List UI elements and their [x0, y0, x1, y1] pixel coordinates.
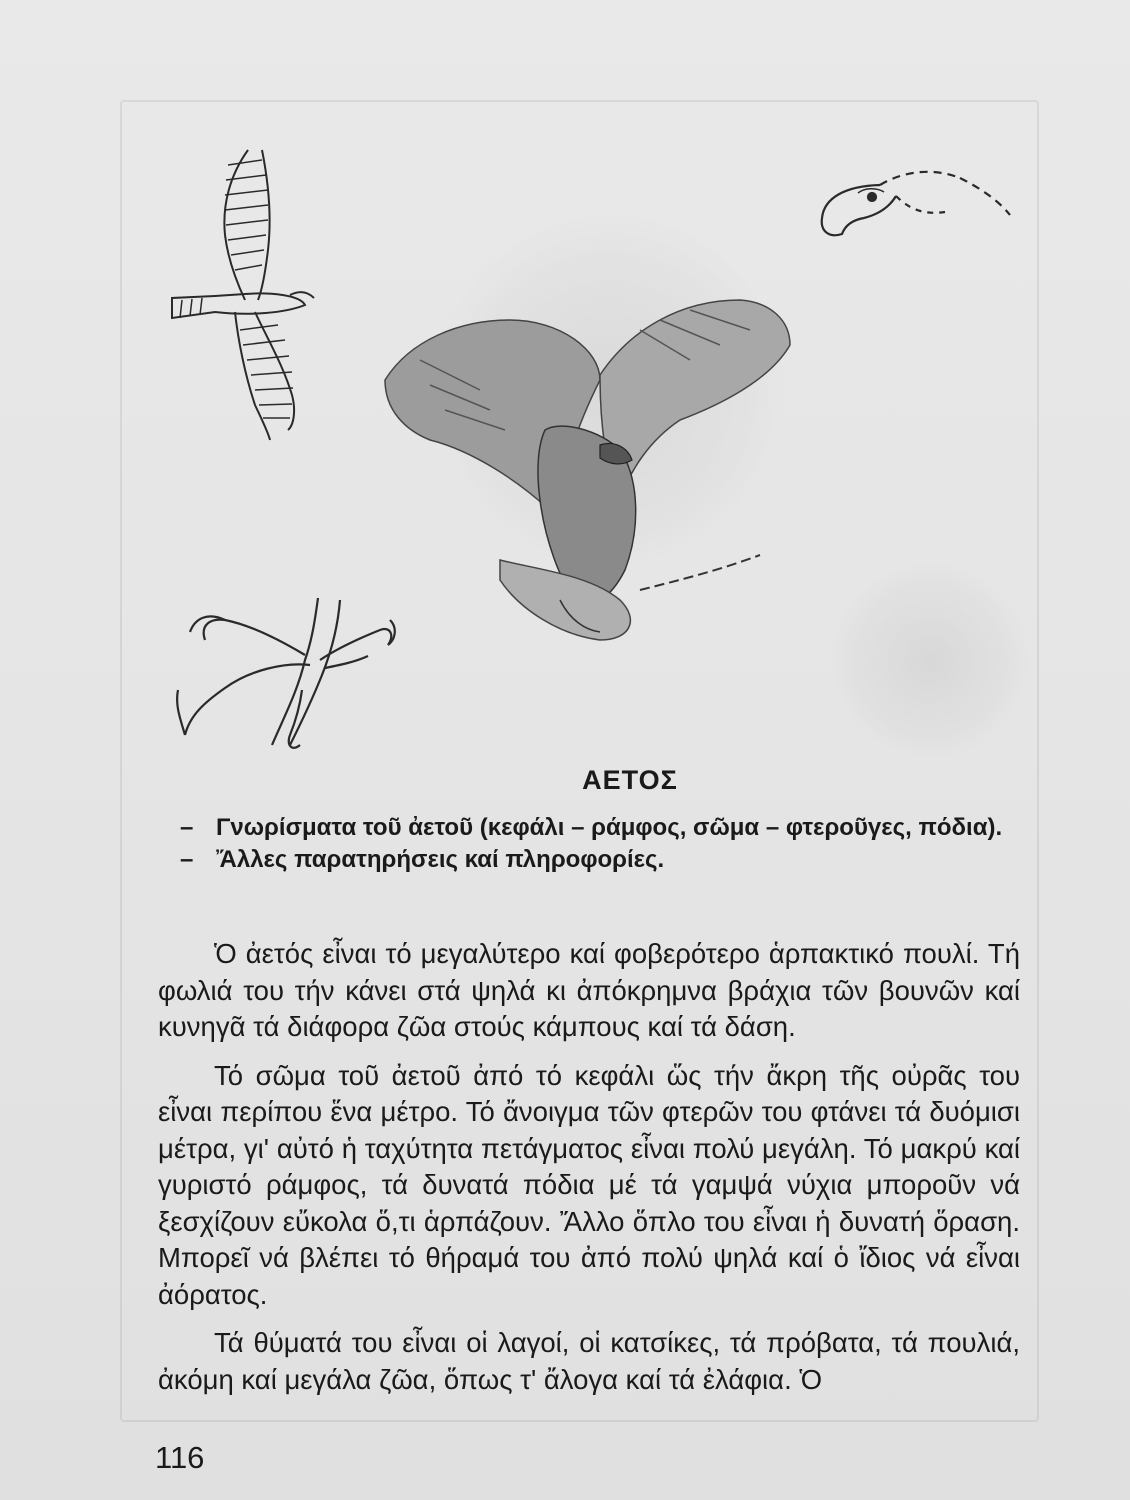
page-number: 116 — [155, 1440, 205, 1475]
guide-question-text: Ἄλλες παρατηρήσεις καί πληροφορίες. — [216, 846, 665, 873]
paragraph: Ὁ ἀετός εἶναι τό μεγαλύτερο καί φοβερότερο ἁρπακτικό πουλί. Τή φωλιά του τήν κάνει στά ψηλά κι ἀπόκρημνα βράχια τῶν βουνῶν καί κυνηγᾶ τά διάφορα ζῶα στούς κάμπους καί τά δάση. — [158, 938, 1020, 1042]
guide-question — [180, 844, 1020, 876]
guide-questions — [180, 812, 1020, 876]
body-text — [158, 936, 1020, 1410]
guide-question-text: Γνωρίσματα τοῦ ἀετοῦ (κεφάλι – ράμφος, σῶμα – φτεροῦγες, πόδια). — [216, 814, 1003, 841]
dash-icon: – — [180, 846, 194, 873]
dash-icon: – — [180, 814, 194, 841]
eagle-head-drawing — [822, 172, 1010, 235]
eagle-talons-drawing — [177, 598, 395, 748]
paragraph: Τό σῶμα τοῦ ἀετοῦ ἀπό τό κεφάλι ὥς τήν ἄκρη τῆς οὐρᾶς του εἶναι περίπου ἕνα μέτρο. Τό ἄνοιγμα τῶν φτερῶν του φτάνει τά δυόμισι μέτρα, γι' αὐτό ἡ ταχύτητα πετάγματος εἶναι πολύ μεγάλη. Τό μακρύ καί γυριστό ράμφος, τά δυνατά πόδια μέ τά γαμψά νύχια μποροῦν νά ξεσχίζουν εὔκολα ὅ,τι ἁρπάζουν. Ἄλλο ὅπλο του εἶναι ἡ δυνατή ὅραση. Μπορεῖ νά βλέπει τό θήραμά του ἀπό πολύ ψηλά καί ὁ ἴδιος νά εἶναι ἀόρατος. — [158, 1059, 1020, 1310]
flying-eagle-drawing — [172, 150, 314, 440]
paragraph: Τά θύματά του εἶναι οἱ λαγοί, οἱ κατσίκες, τά πρόβατα, τά πουλιά, ἀκόμη καί μεγάλα ζῶα, ὅπως τ' ἄλογα καί τά ἐλάφια. Ὁ — [158, 1327, 1020, 1395]
section-heading: ΑΕΤΟΣ — [582, 765, 678, 795]
landing-eagle-illustration — [385, 300, 790, 640]
guide-question — [180, 812, 1020, 844]
